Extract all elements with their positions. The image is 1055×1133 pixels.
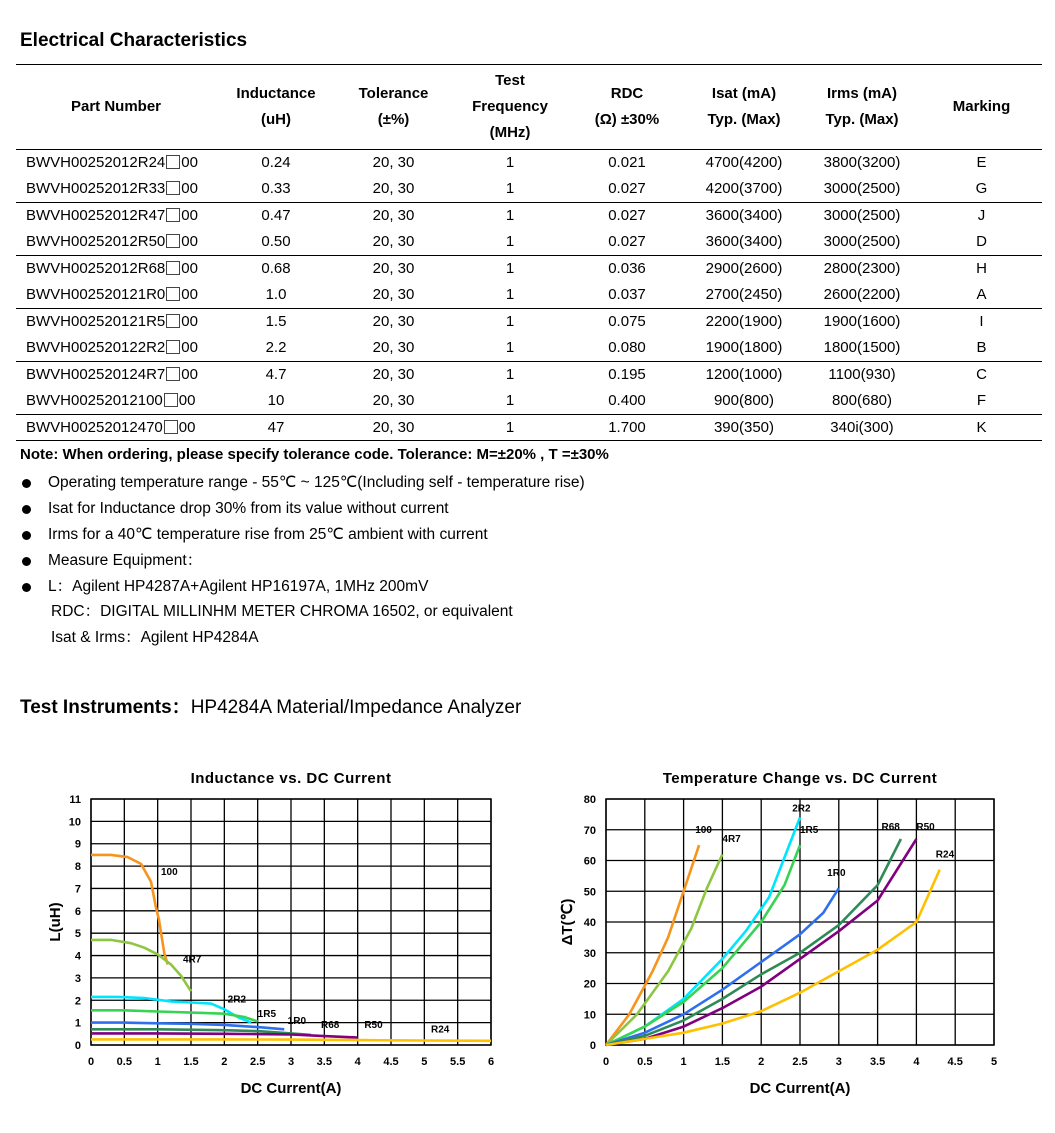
cell-part-number [16, 229, 216, 256]
series-label: 1R0 [287, 1015, 307, 1027]
series-label: 2R2 [792, 803, 811, 815]
chart-title: Temperature Change vs. DC Current [662, 770, 938, 787]
cell-freq: 1 [451, 255, 569, 282]
table-row [16, 202, 1042, 229]
chart-title: Inductance vs. DC Current [190, 770, 392, 787]
y-tick-label: 8 [74, 861, 81, 874]
cell-part-number [16, 149, 216, 176]
cell-inductance: 0.47 [216, 202, 336, 229]
part-number-suffix: 00 [181, 207, 198, 224]
part-number-suffix: 00 [181, 313, 198, 330]
part-number-suffix: 00 [181, 339, 198, 356]
bullet-text: Irms for a 40℃ temperature rise from 25℃ ambient with current [48, 526, 488, 543]
part-number-suffix: 00 [181, 180, 198, 197]
part-number-prefix: BWVH002520122R2 [26, 339, 166, 356]
x-tick-label: 3.5 [316, 1056, 332, 1068]
cell-inductance: 1.0 [265, 286, 287, 303]
table-row [16, 308, 1042, 335]
series-line-1r5 [91, 1010, 258, 1021]
part-number-prefix: BWVH00252012R68 [26, 260, 166, 277]
x-tick-label: 0.5 [637, 1056, 653, 1068]
cell-freq: 1 [505, 286, 515, 303]
cell-freq: 1 [505, 392, 515, 409]
cell-marking: B [976, 339, 987, 356]
cell-marking: J [921, 202, 1042, 229]
x-tick-label: 0.5 [116, 1056, 132, 1068]
cell-inductance: 47 [216, 414, 336, 441]
header-irms-line: Irms (mA) [826, 84, 897, 102]
y-tick-label: 70 [583, 824, 596, 837]
cell-irms: 2800(2300) [803, 255, 921, 282]
x-tick-label: 4.5 [383, 1056, 399, 1068]
part-number-suffix: 00 [178, 392, 196, 409]
header-tolerance-line: (±%) [377, 110, 410, 128]
cell-inductance: 0.24 [261, 154, 291, 171]
cell-marking: H [921, 255, 1042, 282]
header-inductance [216, 65, 336, 149]
table-header-row [16, 65, 1042, 149]
cell-rdc: 0.021 [608, 154, 646, 171]
y-tick-label: 40 [583, 917, 596, 929]
x-tick-label: 0 [87, 1056, 95, 1068]
cell-freq: 1 [505, 180, 515, 197]
cell-rdc: 0.037 [608, 286, 646, 303]
y-axis-label: L(uH) [47, 902, 64, 942]
cell-isat: 4200(3700) [705, 180, 783, 197]
x-tick-label: 1 [680, 1056, 687, 1068]
part-number-suffix: 00 [181, 154, 198, 171]
y-tick-label: 60 [583, 855, 596, 868]
sub-line-rdc: RDC：DIGITAL MILLINHM METER CHROMA 16502, or equivalent [51, 603, 513, 620]
header-test-frequency [451, 65, 569, 149]
header-part-number-line: Part Number [70, 97, 162, 115]
tolerance-code-box [166, 234, 180, 248]
cell-inductance: 4.7 [216, 361, 336, 388]
cell-irms: 3000(2500) [823, 180, 901, 197]
cell-tolerance: 20, 30 [336, 414, 451, 441]
tolerance-code-box [166, 367, 180, 381]
x-tick-label: 4.5 [947, 1056, 963, 1068]
spec-table [16, 65, 1042, 441]
cell-tolerance: 20, 30 [372, 339, 415, 356]
temperature-chart [530, 760, 1050, 1110]
x-tick-label: 4 [354, 1056, 361, 1068]
x-tick-label: 4 [913, 1056, 920, 1068]
cell-freq: 1 [451, 202, 569, 229]
table-row [16, 414, 1042, 441]
part-number-prefix: BWVH00252012470 [26, 418, 163, 436]
header-irms-line: Typ. (Max) [825, 110, 899, 128]
cell-irms: 3000(2500) [823, 233, 901, 250]
cell-isat: 2900(2600) [685, 255, 803, 282]
x-tick-label: 2.5 [250, 1056, 266, 1068]
series-label: 100 [695, 824, 712, 836]
cell-isat: 3600(3400) [705, 233, 783, 250]
x-tick-label: 2.5 [792, 1056, 808, 1068]
cell-tolerance: 20, 30 [372, 154, 415, 171]
cell-part-number [16, 202, 216, 229]
bullet-dot-icon [22, 583, 31, 592]
cell-irms: 1900(1600) [803, 308, 921, 335]
cell-rdc: 0.036 [569, 255, 685, 282]
tolerance-code-box [166, 314, 180, 328]
test-instruments-value: HP4284A Material/Impedance Analyzer [190, 697, 522, 718]
bullet-text: Isat for Inductance drop 30% from its value without current [48, 500, 449, 517]
ordering-note: Note: When ordering, please specify tolerance code. Tolerance: M=±20% , T =±30% [20, 446, 609, 463]
cell-freq: 1 [451, 414, 569, 441]
part-number-prefix: BWVH002520121R5 [26, 313, 166, 330]
series-line-4r7 [91, 940, 191, 991]
series-line-r24 [91, 1039, 491, 1040]
cell-freq: 1 [451, 308, 569, 335]
header-rdc-line: RDC [610, 84, 644, 102]
series-label: 1R5 [800, 824, 819, 836]
y-tick-label: 4 [74, 950, 81, 963]
cell-part-number [16, 414, 216, 441]
cell-marking: I [921, 308, 1042, 335]
x-tick-label: 6 [487, 1056, 495, 1068]
x-tick-label: 5 [421, 1056, 428, 1068]
header-isat [685, 65, 803, 149]
cell-marking: C [921, 361, 1042, 388]
y-tick-label: 10 [68, 816, 81, 829]
cell-isat: 2700(2450) [705, 286, 783, 303]
cell-freq: 1 [451, 361, 569, 388]
part-number-prefix: BWVH00252012R33 [26, 180, 166, 197]
cell-tolerance: 20, 30 [372, 233, 415, 250]
section-title: Electrical Characteristics [20, 30, 248, 51]
x-tick-label: 2 [758, 1056, 765, 1068]
table-row [16, 361, 1042, 388]
bullet-item [20, 470, 585, 496]
cell-inductance: 10 [267, 392, 285, 409]
cell-rdc: 0.027 [569, 202, 685, 229]
y-tick-label: 3 [74, 972, 81, 985]
x-tick-label: 5 [990, 1056, 998, 1068]
y-tick-label: 7 [74, 883, 81, 896]
series-label: R68 [881, 821, 900, 833]
y-tick-label: 1 [74, 1017, 81, 1030]
cell-isat: 4700(4200) [705, 154, 783, 171]
table-row [16, 282, 1042, 309]
table-row [16, 229, 1042, 256]
y-axis-label: ΔT(℃) [559, 898, 576, 946]
x-axis-label: DC Current(A) [240, 1080, 342, 1097]
series-line-100 [91, 855, 168, 965]
cell-part-number [16, 308, 216, 335]
part-number-suffix: 00 [181, 286, 198, 303]
test-instruments-label: Test Instruments： [20, 697, 191, 718]
x-tick-label: 2 [221, 1056, 228, 1068]
header-rdc [569, 65, 685, 149]
cell-irms: 1100(930) [803, 361, 921, 388]
header-test-frequency-line: Test [495, 71, 525, 89]
grid [606, 799, 994, 1045]
cell-inductance: 0.68 [216, 255, 336, 282]
tolerance-code-box [164, 393, 178, 407]
y-tick-label: 0 [589, 1040, 596, 1052]
cell-isat: 1900(1800) [705, 339, 783, 356]
bullet-text: L：Agilent HP4287A+Agilent HP16197A, 1MHz 200mV [48, 578, 429, 595]
part-number-suffix: 00 [181, 366, 198, 383]
x-tick-label: 1 [154, 1056, 161, 1068]
bullet-item [20, 574, 585, 600]
y-tick-label: 20 [583, 978, 596, 991]
grid [91, 799, 491, 1045]
cell-tolerance: 20, 30 [372, 180, 415, 197]
x-tick-label: 3.5 [869, 1056, 886, 1068]
cell-marking: G [975, 180, 988, 197]
bullet-dot-icon [22, 479, 31, 488]
part-number-prefix: BWVH002520124R7 [26, 366, 166, 383]
header-tolerance-line: Tolerance [358, 84, 429, 102]
y-tick-label: 5 [74, 928, 81, 941]
header-isat-line: Isat (mA) [711, 84, 777, 102]
series-label: 4R7 [722, 834, 741, 846]
cell-irms: 3800(3200) [823, 154, 901, 171]
x-tick-label: 3 [287, 1056, 295, 1068]
part-number-suffix: 00 [181, 233, 198, 250]
tolerance-code-box [164, 420, 178, 434]
cell-tolerance: 20, 30 [336, 255, 451, 282]
cell-marking: A [976, 286, 987, 303]
cell-rdc: 0.027 [608, 233, 646, 250]
cell-isat: 900(800) [713, 392, 775, 409]
series-line-100 [606, 845, 699, 1045]
series-label: 100 [161, 867, 178, 879]
part-number-prefix: BWVH00252012R24 [26, 154, 166, 171]
tolerance-code-box [166, 181, 180, 195]
y-tick-label: 2 [74, 995, 81, 1008]
cell-rdc: 0.080 [608, 339, 646, 356]
cell-inductance: 0.33 [261, 180, 291, 197]
bullet-text: Operating temperature range - 55℃ ~ 125℃(Including self - temperature rise) [48, 474, 585, 491]
series-label: 4R7 [183, 954, 202, 966]
header-inductance-line: Inductance [236, 84, 316, 102]
series-label: 1R0 [827, 867, 846, 879]
cell-part-number [16, 335, 216, 362]
x-tick-label: 1.5 [183, 1056, 199, 1068]
part-number-prefix: BWVH00252012R47 [26, 207, 166, 224]
cell-freq: 1 [505, 339, 515, 356]
y-tick-label: 10 [583, 1009, 596, 1022]
cell-freq: 1 [505, 154, 515, 171]
series-label: 1R5 [257, 1009, 277, 1021]
test-instruments [20, 692, 521, 719]
y-tick-label: 50 [583, 886, 596, 899]
cell-part-number [16, 255, 216, 282]
tolerance-code-box [166, 287, 180, 301]
tolerance-code-box [166, 340, 180, 354]
cell-irms: 2600(2200) [823, 286, 901, 303]
x-tick-label: 0 [602, 1056, 610, 1068]
header-part-number [16, 65, 216, 149]
cell-rdc: 1.700 [569, 414, 685, 441]
cell-rdc: 0.195 [569, 361, 685, 388]
series-label: R50 [364, 1020, 383, 1032]
cell-isat: 2200(1900) [685, 308, 803, 335]
bullet-list [20, 470, 585, 600]
header-test-frequency-line: Frequency [472, 97, 548, 115]
part-number-prefix: BWVH00252012100 [26, 392, 163, 409]
cell-isat: 1200(1000) [685, 361, 803, 388]
part-number-suffix: 00 [178, 418, 196, 436]
table-row [16, 335, 1042, 362]
cell-tolerance: 20, 30 [372, 392, 415, 409]
x-tick-label: 3 [835, 1056, 842, 1068]
y-tick-label: 9 [74, 838, 81, 851]
cell-inductance: 0.50 [261, 233, 291, 250]
cell-irms: 340i(300) [803, 414, 921, 441]
bullet-item [20, 522, 585, 548]
series-label: R50 [916, 821, 935, 833]
header-rdc-line: (Ω) ±30% [594, 110, 660, 128]
cell-isat: 3600(3400) [685, 202, 803, 229]
cell-tolerance: 20, 30 [336, 202, 451, 229]
series-label: R24 [935, 849, 955, 861]
bullet-dot-icon [22, 557, 31, 566]
cell-rdc: 0.400 [608, 392, 646, 409]
cell-part-number [16, 282, 216, 309]
bullet-text: Measure Equipment： [48, 552, 203, 569]
header-inductance-line: (uH) [261, 110, 291, 128]
cell-inductance: 2.2 [265, 339, 287, 356]
part-number-prefix: BWVH00252012R50 [26, 233, 166, 250]
x-axis-label: DC Current(A) [749, 1080, 851, 1097]
cell-irms: 3000(2500) [803, 202, 921, 229]
cell-marking: D [976, 233, 987, 250]
x-tick-label: 5.5 [450, 1056, 466, 1068]
cell-tolerance: 20, 30 [336, 308, 451, 335]
cell-part-number [16, 176, 216, 203]
table-row [16, 255, 1042, 282]
series-label: 2R2 [227, 994, 247, 1006]
series-label: R24 [431, 1024, 450, 1036]
cell-rdc: 0.075 [569, 308, 685, 335]
table-row [16, 149, 1042, 176]
cell-marking: F [976, 392, 987, 409]
tolerance-code-box [166, 261, 180, 275]
cell-part-number [16, 388, 216, 415]
cell-part-number [16, 361, 216, 388]
cell-tolerance: 20, 30 [336, 361, 451, 388]
table-row [16, 176, 1042, 203]
cell-tolerance: 20, 30 [372, 286, 415, 303]
y-tick-label: 6 [74, 905, 81, 918]
inductance-chart [0, 760, 520, 1110]
series-label: R68 [321, 1020, 340, 1032]
y-tick-label: 80 [583, 794, 596, 806]
cell-marking: K [921, 414, 1042, 441]
cell-inductance: 1.5 [216, 308, 336, 335]
part-number-prefix: BWVH002520121R0 [26, 286, 166, 303]
header-tolerance [336, 65, 451, 149]
cell-isat: 390(350) [685, 414, 803, 441]
tolerance-code-box [166, 208, 180, 222]
bullet-item [20, 496, 585, 522]
cell-marking: E [976, 154, 987, 171]
table-row [16, 388, 1042, 415]
y-tick-label: 0 [74, 1040, 81, 1052]
sub-line-isat: Isat & Irms：Agilent HP4284A [51, 629, 259, 646]
header-marking [921, 65, 1042, 149]
tolerance-code-box [166, 155, 180, 169]
cell-irms: 800(680) [831, 392, 893, 409]
header-test-frequency-line: (MHz) [489, 123, 531, 141]
bullet-dot-icon [22, 531, 31, 540]
header-isat-line: Typ. (Max) [707, 110, 781, 128]
y-tick-label: 30 [583, 947, 596, 960]
part-number-suffix: 00 [181, 260, 198, 277]
bullet-dot-icon [22, 505, 31, 514]
x-tick-label: 1.5 [714, 1056, 731, 1068]
y-tick-label: 11 [69, 794, 81, 806]
header-marking-line: Marking [952, 97, 1011, 115]
cell-irms: 1800(1500) [823, 339, 901, 356]
cell-freq: 1 [505, 233, 515, 250]
header-irms [803, 65, 921, 149]
bullet-item [20, 548, 585, 574]
cell-rdc: 0.027 [608, 180, 646, 197]
